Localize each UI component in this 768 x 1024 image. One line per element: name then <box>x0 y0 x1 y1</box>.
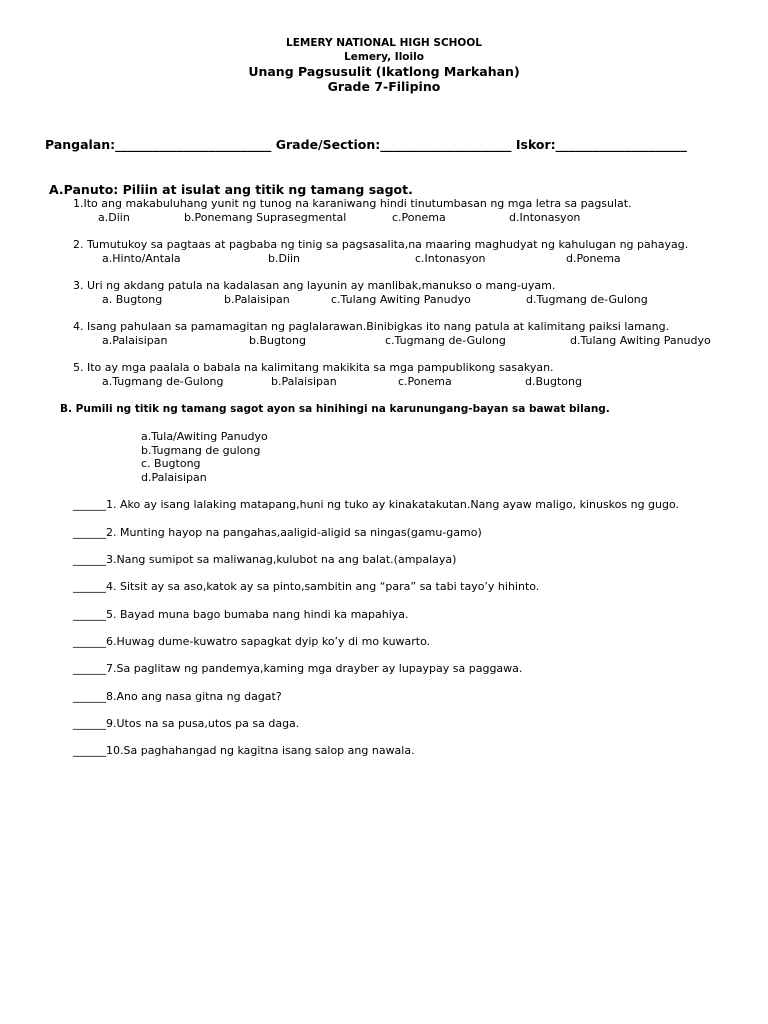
question-2: 2. Tumutukoy sa pagtaas at pagbaba ng tinig sa pagsasalita,na maaring maghudyat ng kahulugan ng pahayag. <box>73 238 689 251</box>
q4-choice-d: d.Tulang Awiting Panudyo <box>570 334 711 347</box>
option-b: b.Tugmang de gulong <box>141 444 261 457</box>
q1-choice-b: b.Ponemang Suprasegmental <box>184 211 347 224</box>
q3-choice-b: b.Palaisipan <box>224 293 290 306</box>
q3-choice-d: d.Tugmang de-Gulong <box>526 293 648 306</box>
item-4: ______4. Sitsit ay sa aso,katok ay sa pinto,sambitin ang “para” sa tabi tayo’y hihinto. <box>73 580 540 593</box>
q4-choice-c: c.Tugmang de-Gulong <box>385 334 506 347</box>
question-5: 5. Ito ay mga paalala o babala na kalimitang makikita sa mga pampublikong sasakyan. <box>73 361 554 374</box>
item-9: ______9.Utos na sa pusa,utos pa sa daga. <box>73 717 300 730</box>
q4-choice-b: b.Bugtong <box>249 334 306 347</box>
student-info-line: Pangalan:_________________________ Grade/Section:_____________________ Iskor:_____________________ <box>45 137 687 152</box>
item-3: ______3.Nang sumipot sa maliwanag,kulubot na ang balat.(ampalaya) <box>73 553 457 566</box>
item-8: ______8.Ano ang nasa gitna ng dagat? <box>73 690 282 703</box>
q2-choice-a: a.Hinto/Antala <box>102 252 181 265</box>
school-name: LEMERY NATIONAL HIGH SCHOOL <box>286 37 482 49</box>
item-2: ______2. Munting hayop na pangahas,aaligid-aligid sa ningas(gamu-gamo) <box>73 526 482 539</box>
question-1: 1.Ito ang makabuluhang yunit ng tunog na karaniwang hindi tinutumbasan ng mga letra sa pagsulat. <box>73 197 632 210</box>
section-b-heading: B. Pumili ng titik ng tamang sagot ayon sa hinihingi na karunungang-bayan sa bawat bilang. <box>60 403 610 415</box>
q1-choice-c: c.Ponema <box>392 211 446 224</box>
q4-choice-a: a.Palaisipan <box>102 334 168 347</box>
item-10: ______10.Sa paghahangad ng kagitna isang salop ang nawala. <box>73 744 415 757</box>
q5-choice-a: a.Tugmang de-Gulong <box>102 375 224 388</box>
q1-choice-d: d.Intonasyon <box>509 211 581 224</box>
q5-choice-b: b.Palaisipan <box>271 375 337 388</box>
q2-choice-d: d.Ponema <box>566 252 621 265</box>
item-1: ______1. Ako ay isang lalaking matapang,huni ng tuko ay kinakatakutan.Nang ayaw maligo, kinuskos ng gugo. <box>73 498 680 511</box>
item-5: ______5. Bayad muna bago bumaba nang hindi ka mapahiya. <box>73 608 409 621</box>
q5-choice-c: c.Ponema <box>398 375 452 388</box>
option-a: a.Tula/Awiting Panudyo <box>141 430 268 443</box>
item-7: ______7.Sa paglitaw ng pandemya,kaming mga drayber ay lupaypay sa paggawa. <box>73 662 523 675</box>
q2-choice-b: b.Diin <box>268 252 301 265</box>
question-4: 4. Isang pahulaan sa pamamagitan ng paglalarawan.Binibigkas ito nang patula at kalimitang paiksi lamang. <box>73 320 670 333</box>
q3-choice-a: a. Bugtong <box>102 293 163 306</box>
exam-title: Unang Pagsusulit (Ikatlong Markahan) <box>248 64 520 79</box>
q2-choice-c: c.Intonasyon <box>415 252 486 265</box>
exam-grade: Grade 7-Filipino <box>327 79 441 94</box>
section-a-heading: A.Panuto: Piliin at isulat ang titik ng tamang sagot. <box>49 182 413 197</box>
q1-choice-a: a.Diin <box>98 211 130 224</box>
question-3: 3. Uri ng akdang patula na kadalasan ang layunin ay manlibak,manukso o mang-uyam. <box>73 279 556 292</box>
school-location: Lemery, Iloilo <box>344 51 424 63</box>
q5-choice-d: d.Bugtong <box>525 375 582 388</box>
option-c: c. Bugtong <box>141 457 201 470</box>
q3-choice-c: c.Tulang Awiting Panudyo <box>331 293 471 306</box>
option-d: d.Palaisipan <box>141 471 207 484</box>
item-6: ______6.Huwag dume-kuwatro sapagkat dyip ko’y di mo kuwarto. <box>73 635 431 648</box>
